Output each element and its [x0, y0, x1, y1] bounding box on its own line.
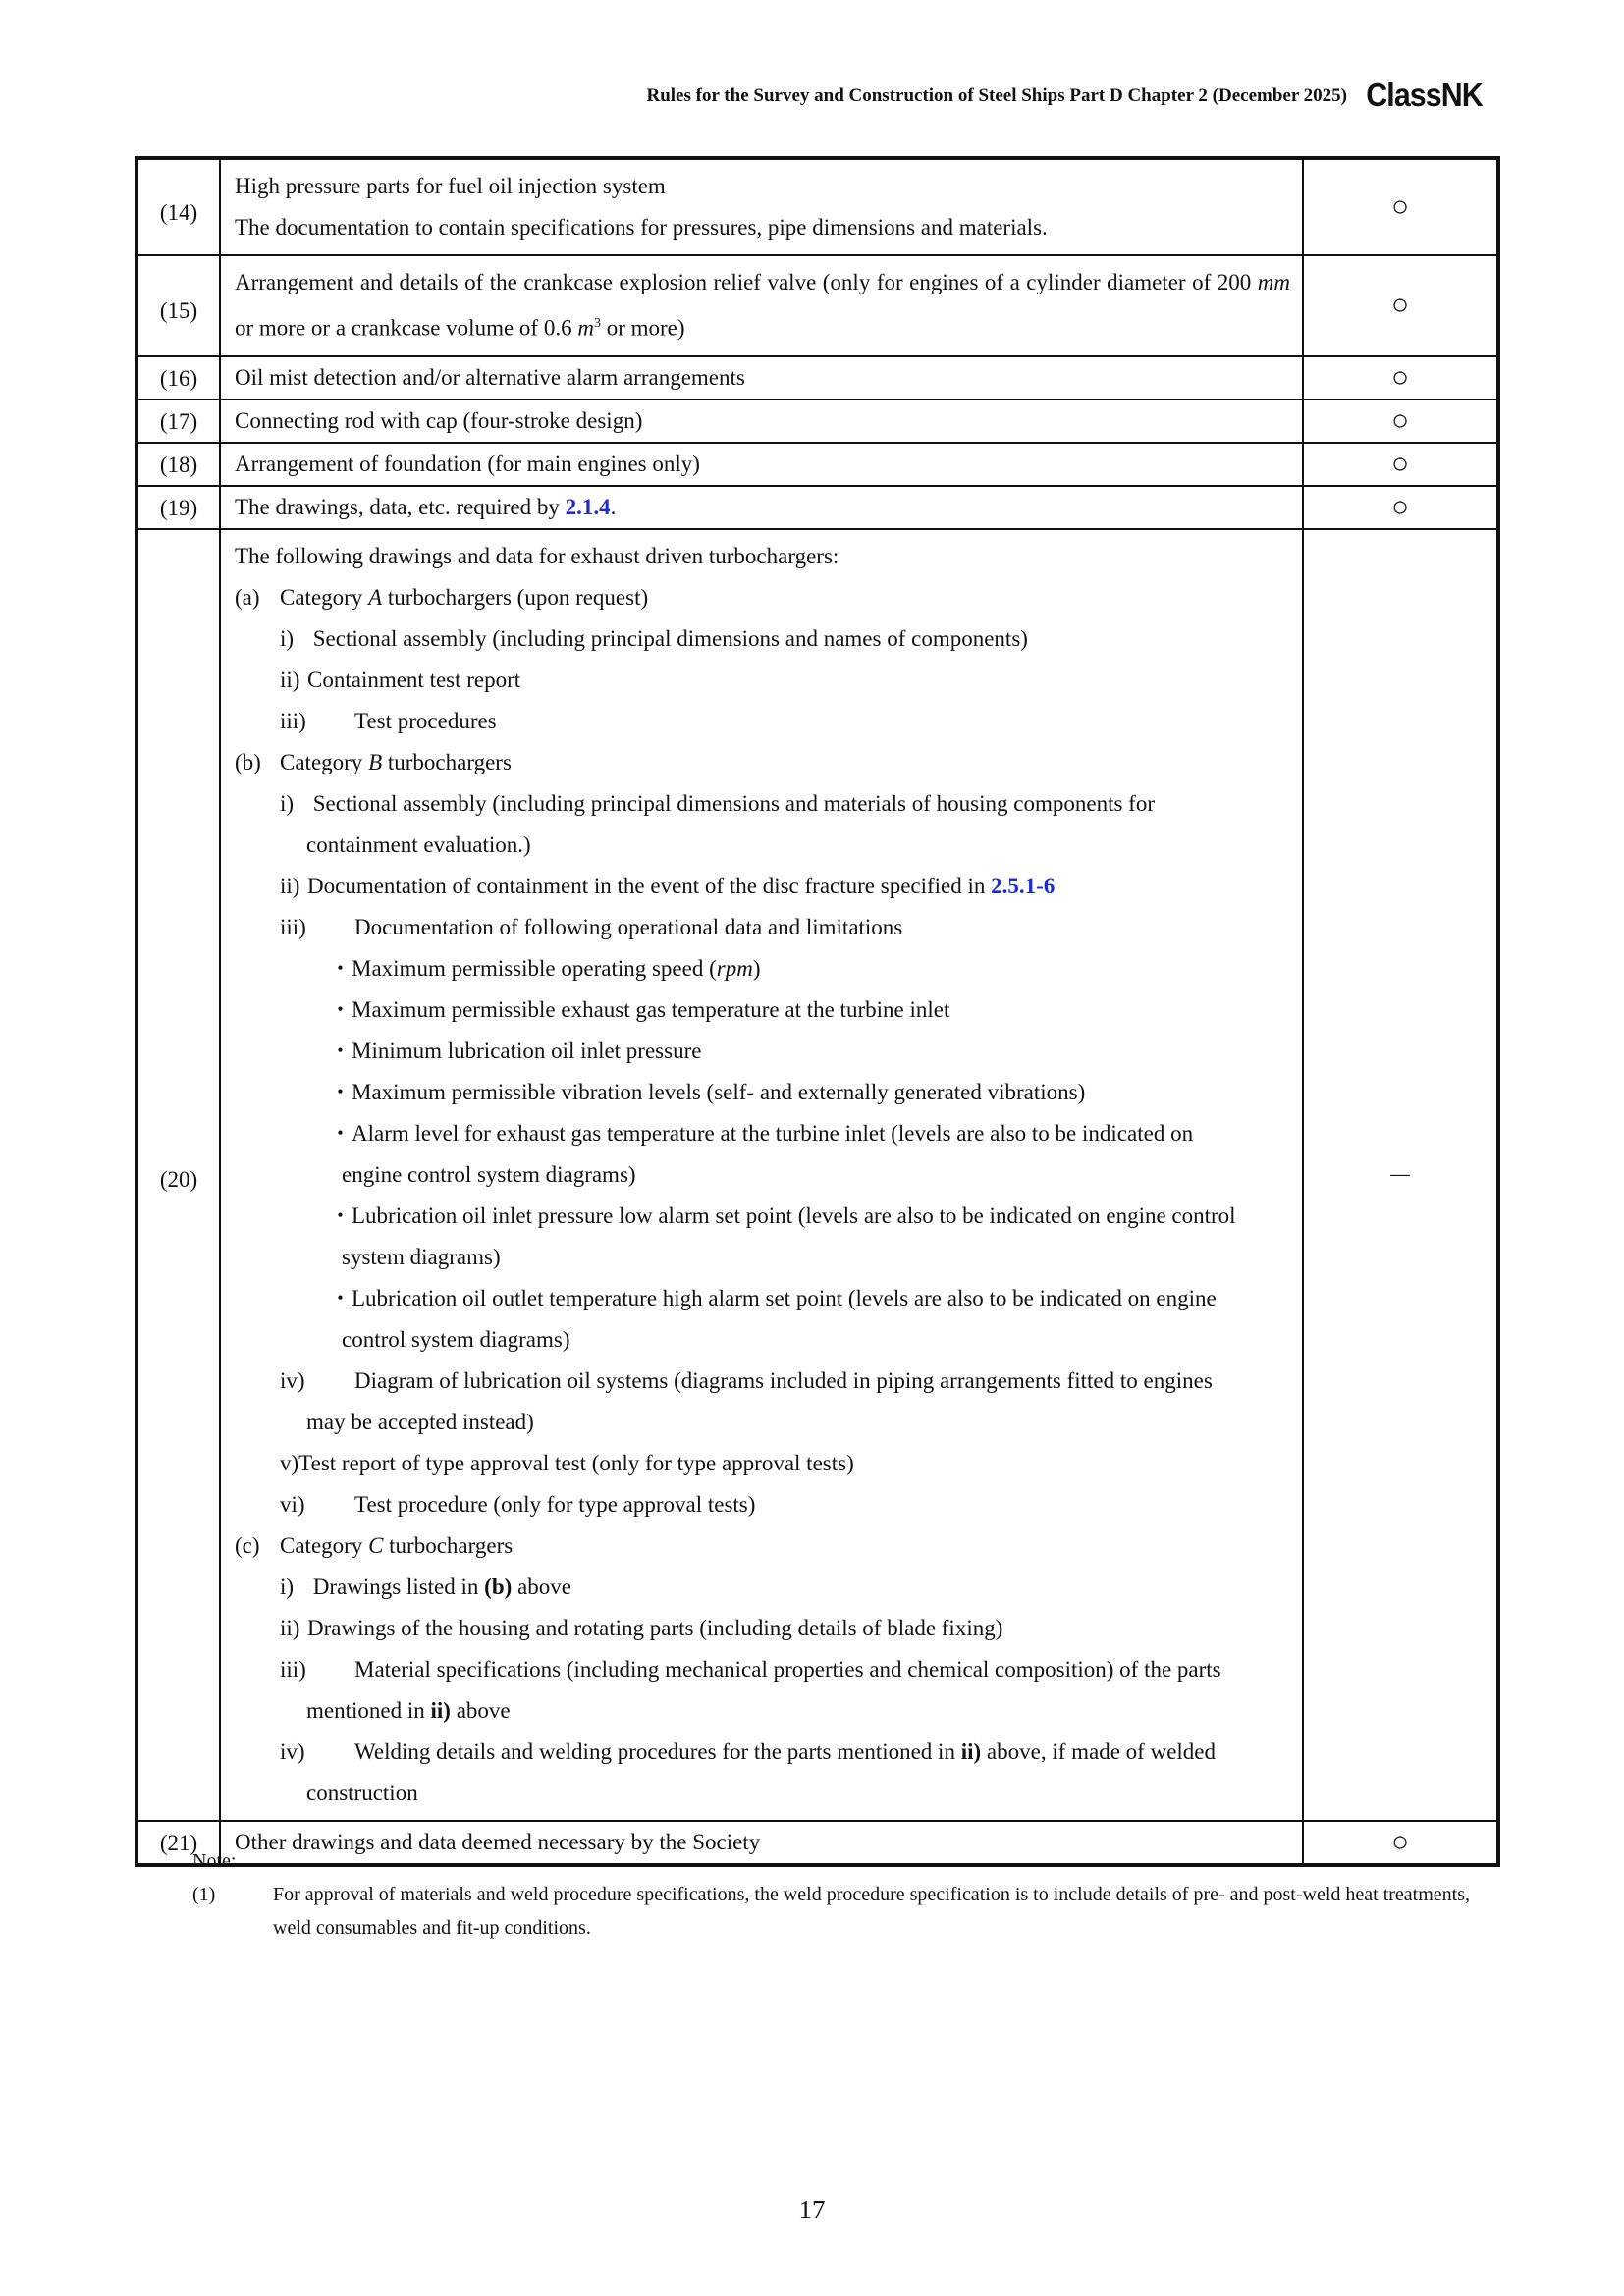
cross-reference-link[interactable]: 2.5.1-6: [991, 873, 1056, 898]
item-description: High pressure parts for fuel oil injection system The documentation to contain specifications for pressures, pipe dimensions and materials.: [220, 158, 1303, 255]
bullet-item: ・Maximum permissible vibration levels (self- and externally generated vibrations): [329, 1079, 1086, 1104]
table-row: [136, 255, 1498, 356]
page-number: 17: [798, 2195, 826, 2224]
item-number: (19): [136, 486, 220, 529]
category-c-heading: (c) Category C turbochargers: [235, 1532, 514, 1558]
category-b-heading: (b) Category B turbochargers: [235, 749, 512, 774]
item-description: Connecting rod with cap (four-stroke design): [220, 400, 1303, 443]
table-row: [136, 356, 1498, 400]
applicability-mark: ○: [1303, 1821, 1498, 1865]
table-note: [192, 1844, 1489, 1945]
bullet-item: ・Maximum permissible exhaust gas temperature at the turbine inlet: [329, 996, 950, 1022]
table-row: [136, 400, 1498, 443]
applicability-mark: －: [1303, 529, 1498, 1821]
item-description: Oil mist detection and/or alternative alarm arrangements: [220, 356, 1303, 400]
item-number: (17): [136, 400, 220, 443]
bullet-item: ・Maximum permissible operating speed (rpm): [329, 955, 761, 981]
row-intro: The following drawings and data for exhaust driven turbochargers:: [235, 543, 839, 568]
applicability-mark: ○: [1303, 158, 1498, 255]
item-description: Arrangement of foundation (for main engines only): [220, 443, 1303, 486]
item-number: (20): [136, 529, 220, 1821]
bullet-item: ・Lubrication oil outlet temperature high alarm set point (levels are also to be indicated on engine: [329, 1285, 1217, 1310]
list-item: iii) Test procedures: [280, 708, 497, 733]
list-item: iii) Material specifications (including mechanical properties and chemical composition) of the parts: [280, 1656, 1221, 1682]
classnk-logo: ClassNK: [1366, 77, 1483, 113]
item-number: (16): [136, 356, 220, 400]
table-row: [136, 529, 1498, 1821]
applicability-mark: ○: [1303, 356, 1498, 400]
item-number: (21): [136, 1821, 220, 1865]
note-item: (1) For approval of materials and weld procedure specifications, the weld procedure specification is to include details of pre- and post-weld heat treatments, weld consumables and fit-up conditions.: [192, 1878, 1489, 1945]
note-text: For approval of materials and weld procedure specifications, the weld procedure specification is to include details of pre- and post-weld heat treatments, weld consumables and fit-up conditions.: [273, 1884, 1471, 1939]
cross-reference-link[interactable]: 2.1.4: [565, 494, 611, 519]
document-title: Rules for the Survey and Construction of Steel Ships Part D Chapter 2 (December 2025): [646, 85, 1347, 106]
list-item: ii) Containment test report: [280, 667, 521, 692]
item-description: The following drawings and data for exhaust driven turbochargers: (a) Category A turbochargers (upon request) i) Sectional assembly (including principal dimensions and names of components) ii) Containment test report iii) Test procedures (b) Category B turbochargers i) Sectional assembly (including principal dimensions and materials of housing components for containment evaluation.) ii) Documentation of containment in the event of the disc fracture specified in 2.5.1-6 iii) Documentation of following operational data and limitations ・Maximum permissible operating speed (rpm) ・Maximum permissible exhaust gas temperature at the turbine inlet ・Minimum lubrication oil inlet pressure ・Maximum permissible vibration levels (self- and externally generated vibrations) ・Alarm level for exhaust gas temperature at the turbine inlet (levels are also to be indicated on engine control system diagrams) ・Lubrication oil inlet pressure low alarm set point (levels are also to be indicated on engine control system diagrams) ・Lubrication oil outlet temperature high alarm set point (levels are also to be indicated on engine control system diagrams) iv) Diagram of lubrication oil systems (diagrams included in piping arrangements fitted to engines may be accepted instead) v)Test report of type approval test (only for type approval tests) vi) Test procedure (only for type approval tests) (c) Category C turbochargers i) Drawings listed in (b) above ii) Drawings of the housing and rotating parts (including details of blade fixing) iii) Material specifications (including mechanical properties and chemical composition) of the parts mentioned in ii) above iv) Welding details and welding procedures for the parts mentioned in ii) above, if made of welded construction: [220, 529, 1303, 1821]
bullet-item: ・Lubrication oil inlet pressure low alarm set point (levels are also to be indicated on engine control: [329, 1202, 1236, 1228]
bullet-item: ・Alarm level for exhaust gas temperature at the turbine inlet (levels are also to be indicated on: [329, 1120, 1194, 1146]
list-item: v)Test report of type approval test (only for type approval tests): [280, 1450, 854, 1475]
item-description: Arrangement and details of the crankcase explosion relief valve (only for engines of a cylinder diameter of 200 mm or more or a crankcase volume of 0.6 $m^3$ or more): [220, 255, 1303, 356]
list-item: iii) Documentation of following operational data and limitations: [280, 914, 903, 939]
item-number: (18): [136, 443, 220, 486]
list-item: vi) Test procedure (only for type approval tests): [280, 1491, 756, 1517]
applicability-mark: ○: [1303, 486, 1498, 529]
list-item: ii) Documentation of containment in the event of the disc fracture specified in 2.5.1-6: [280, 873, 1056, 898]
applicability-mark: ○: [1303, 443, 1498, 486]
table-row: [136, 158, 1498, 255]
list-item: ii) Drawings of the housing and rotating parts (including details of blade fixing): [280, 1615, 1003, 1640]
applicability-mark: ○: [1303, 255, 1498, 356]
item-description: Other drawings and data deemed necessary by the Society: [220, 1821, 1303, 1865]
requirements-table: [135, 156, 1500, 1867]
item-number: (15): [136, 255, 220, 356]
table-row: [136, 443, 1498, 486]
item-description: The drawings, data, etc. required by 2.1.4.: [220, 486, 1303, 529]
page-header: [0, 77, 1483, 116]
list-item: iv) Welding details and welding procedures for the parts mentioned in ii) above, if made of welded: [280, 1738, 1217, 1764]
list-item: i) Sectional assembly (including principal dimensions and materials of housing components for: [280, 790, 1155, 816]
category-a-heading: (a) Category A turbochargers (upon request): [235, 584, 649, 610]
bullet-item: ・Minimum lubrication oil inlet pressure: [329, 1038, 702, 1063]
table-row: [136, 486, 1498, 529]
list-item: i) Sectional assembly (including principal dimensions and names of components): [280, 625, 1028, 651]
applicability-mark: ○: [1303, 400, 1498, 443]
list-item: i) Drawings listed in (b) above: [280, 1574, 571, 1599]
item-number: (14): [136, 158, 220, 255]
note-heading: Note:: [192, 1850, 237, 1872]
list-item: iv) Diagram of lubrication oil systems (diagrams included in piping arrangements fitted to engines: [280, 1367, 1213, 1393]
